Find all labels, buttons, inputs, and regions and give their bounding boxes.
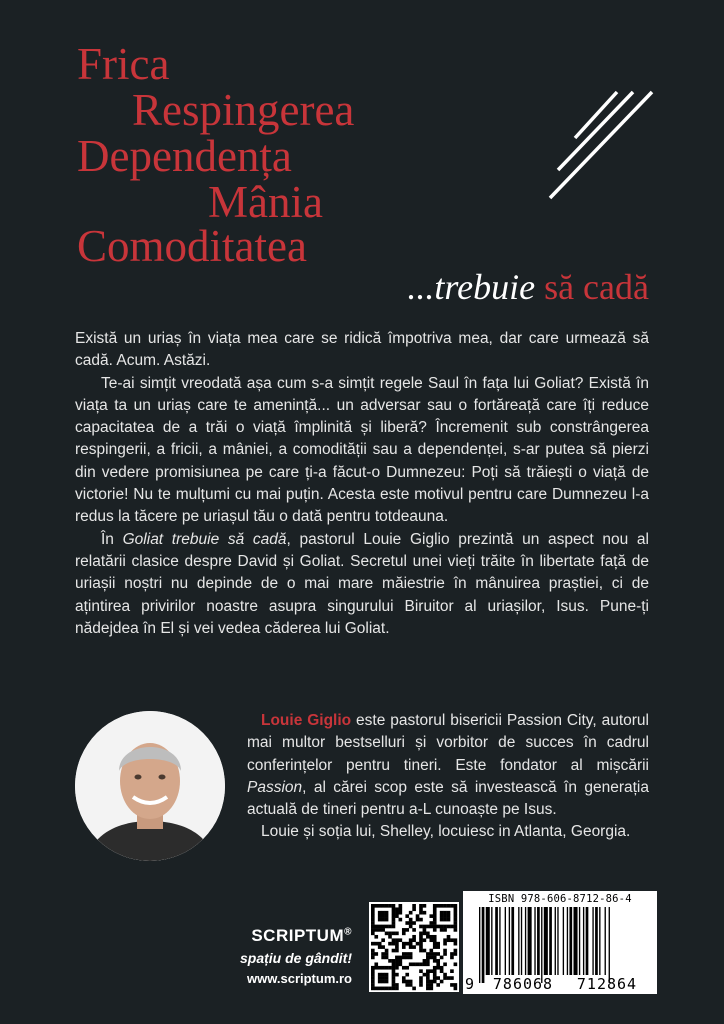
barcode-digits-right: 712864 xyxy=(576,975,638,993)
author-photo-image xyxy=(75,711,225,861)
isbn-label: ISBN 978-606-8712-86-4 xyxy=(488,893,632,905)
publisher-url: www.scriptum.ro xyxy=(247,971,352,986)
book-blurb xyxy=(75,328,649,640)
author-portrait xyxy=(75,711,225,861)
tagline-lead: ...trebuie xyxy=(407,267,536,307)
author-name: Louie Giglio xyxy=(261,712,352,729)
registered-mark: ® xyxy=(344,926,352,938)
isbn-barcode xyxy=(463,891,657,994)
blurb-paragraph-3 xyxy=(75,529,649,640)
barcode-digit-first: 9 xyxy=(465,975,475,993)
tagline-accent: să cadă xyxy=(544,267,649,307)
blurb-paragraph-2: Te-ai simțit vreodată așa cum s-a simțit regele Saul în fața lui Goliat? Există în viața ta un uriaș care te amenință... un adversar sau o fortăreață care îți reduce capacitatea de a trăi o viață împlinită și liberă? Încremenit sub constrângerea respingerii, a fricii, a mâniei, a comodității sau a dependenței, s-ar putea să pierzi din vedere promisiunea pe care ți-a făcut-o Dumnezeu: Poți să trăiești o viață de victorie! Nu te mulțumi cu mai puțin. Acesta este motivul pentru care Dumnezeu l-a redus la tăcere pe uriașul tău o dată pentru totdeauna. xyxy=(75,374,649,526)
publisher-slogan: spațiu de gândit! xyxy=(240,950,352,966)
bio-paragraph-1 xyxy=(247,710,649,821)
author-bio xyxy=(247,710,649,844)
slash-lines-decoration xyxy=(520,90,665,200)
blurb-p3-start: În xyxy=(101,530,123,548)
headline-comfort: Comoditatea xyxy=(77,221,307,271)
book-title-italic: Goliat trebuie să cadă xyxy=(122,530,287,548)
publisher-block xyxy=(222,926,352,986)
headline-dependence: Dependența xyxy=(77,131,292,181)
bio-p1-b: , al cărei scop este să investească în generația actuală de tineri pentru a-L cunoaște pe Isus. xyxy=(247,778,649,819)
movement-name: Passion xyxy=(247,778,303,796)
qr-code-graphic xyxy=(369,902,459,992)
publisher-logo-text xyxy=(222,926,352,946)
bio-paragraph-2: Louie și soția lui, Shelley, locuiesc in Atlanta, Georgia. xyxy=(261,823,631,841)
headline-anger: Mânia xyxy=(208,177,323,227)
blurb-paragraph-1: Există un uriaș în viața mea care se ridică împotriva mea, dar care urmează să cadă. Acum. Astăzi. xyxy=(75,330,649,370)
tagline xyxy=(407,266,649,308)
blurb-p3-rest: , pastorul Louie Giglio prezintă un aspect nou al relatării clasice despre David și Goliat. Secretul unei vieți trăite în libertate față de uriașii noștri nu depinde de o mai mare măiestrie în mânuirea praștiei, ci de ațintirea privirilor noastre asupra singurului Biruitor al uriașilor, Isus. Pune-ți nădejdea în El și vei vedea căderea lui Goliat. xyxy=(75,530,649,637)
headline-rejection: Respingerea xyxy=(132,85,355,135)
publisher-name: SCRIPTUM xyxy=(251,926,345,945)
barcode-digits-left: 786068 xyxy=(492,975,554,993)
qr-code xyxy=(369,902,459,992)
bio-p1-a: este pastorul bisericii Passion City, autorul mai multor bestselluri și vorbitor de succes în cadrul conferințelor pentru tineri. Este fondator al mișcării xyxy=(247,712,649,774)
headline-fear: Frica xyxy=(77,39,170,89)
